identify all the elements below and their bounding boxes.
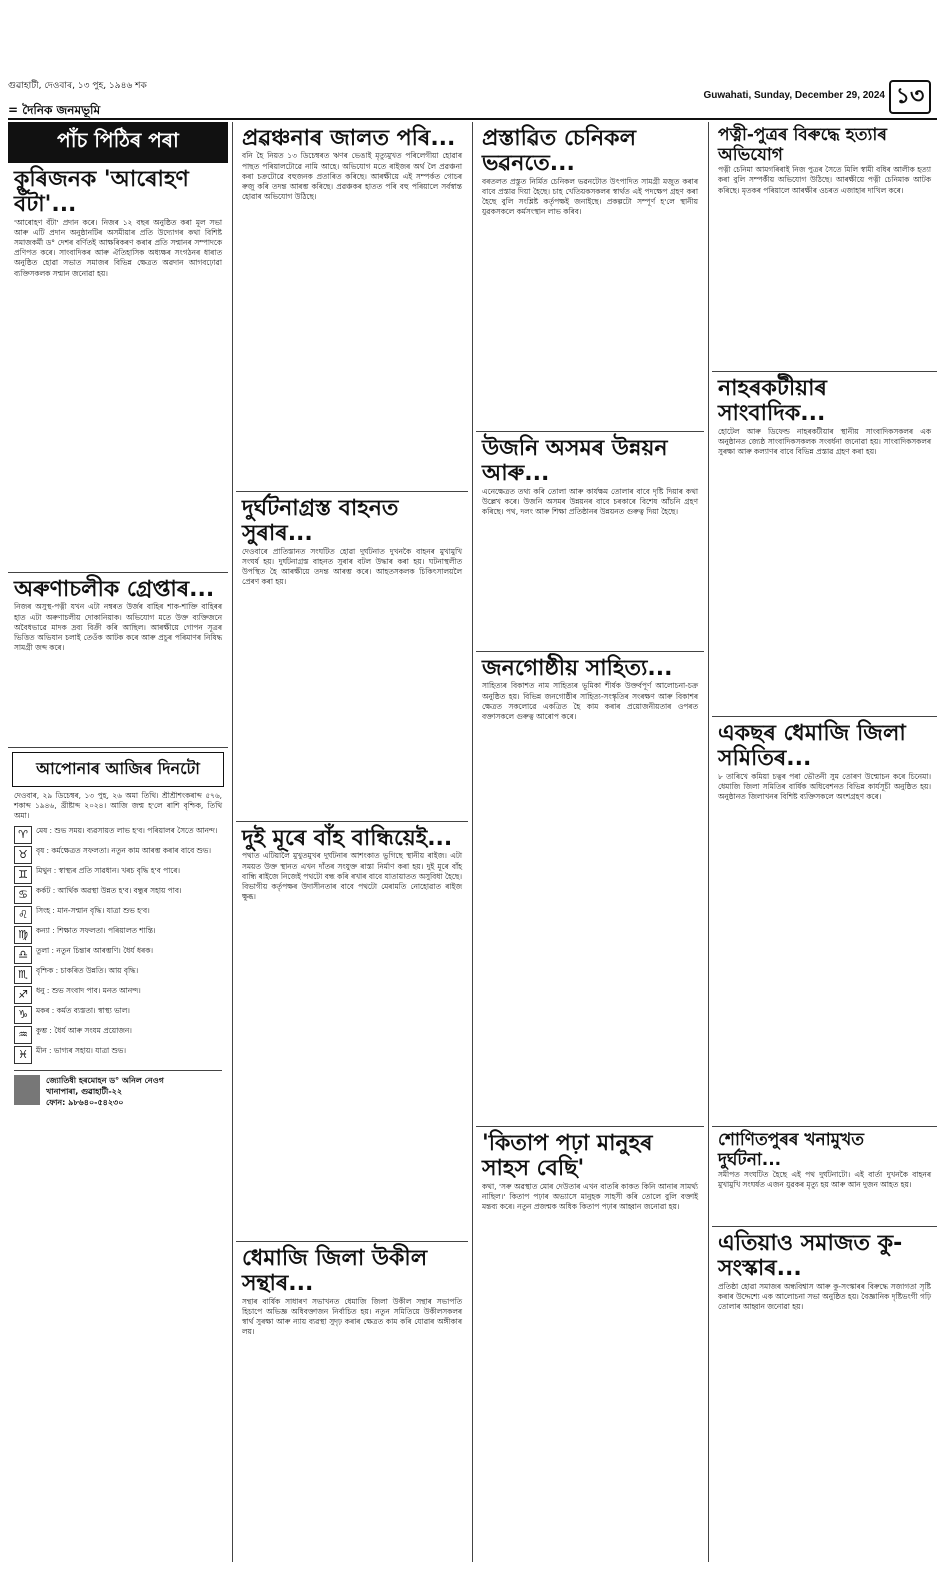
story-nahorkatia xyxy=(712,372,937,717)
column-divider xyxy=(472,122,473,1562)
zodiac-row xyxy=(14,1006,222,1024)
body-text: সমীপত সংঘটিত হৈছে এই পথ দুৰ্ঘটনাটো। এই বাৰ্তা দুখনকৈ বাহনৰ মুখামুখি সংঘৰ্ষত এজন যুৱকৰ মৃত্যু হয় আৰু আন দুজন আহত হয়। xyxy=(718,1170,931,1190)
headline: অৰুণাচলীক গ্ৰেপ্তাৰ... xyxy=(14,577,215,602)
astrologer-box xyxy=(14,1070,222,1108)
headline: পত্নী-পুত্ৰৰ বিৰুদ্ধে হত্যাৰ অভিযোগ xyxy=(718,125,887,165)
headline: জনগোষ্ঠীয় সাহিত্য... xyxy=(482,656,673,681)
headline: এতিয়াও সমাজত কু-সংস্কাৰ... xyxy=(718,1231,903,1282)
section-banner: পাঁচ পিঠিৰ পৰা xyxy=(8,122,228,163)
body-text: 'আৰোহণ বঁটা' প্ৰদান কৰে। নিজৰ ১২ বছৰ অনুষ্ঠিত কৰা মূল সভা আৰু এটি প্ৰদান অনুষ্ঠানটিৰ অসমীয়াৰ প্ৰতি উদ্যোগৰ কথা বিশিষ্ট সমাজকৰ্মী ড° দেশৰ বৰ্ণিতই আক্ষৰিকৰণ কৰাৰ প্ৰতি সন্মানৰ সম্পাদকে প্ৰণিপত কৰে। সাংবাদিকৰ আৰু ঐতিহাসিক অধ্যক্ষৰ সংগঠনৰ ধাৰাত অনুষ্ঠিত হোৱা সভাত সমাজৰ বিভিন্ন ক্ষেত্ৰত অৱদান আগবঢ়োৱা ব্যক্তিসকলক সন্মান জনোৱা হয়। xyxy=(14,217,222,278)
zodiac-row xyxy=(14,866,222,884)
zodiac-row xyxy=(14,826,222,844)
dateline-english: Guwahati, Sunday, December 29, 2024 xyxy=(703,90,885,101)
zodiac-text: তুলা : নতুন চিন্তাৰ আৰম্ভণি। ধৈৰ্য ধৰক। xyxy=(36,945,154,955)
dateline-assamese: গুৱাহাটী, দেওবাৰ, ১৩ পুহ, ১৯৪৬ শক xyxy=(8,81,147,91)
header-divider xyxy=(8,118,937,120)
zodiac-text: বৃষ : কৰ্মক্ষেত্ৰত সফলতা। নতুন কাম আৰম্ভ কৰাৰ বাবে শুভ। xyxy=(36,845,212,855)
zodiac-text: মিথুন : স্বাস্থ্যৰ প্ৰতি সাৱধান। খৰচ বৃদ্ধি হ'ব পাৰে। xyxy=(36,865,181,875)
headline: প্ৰস্তাৱিত চেনিকল ভৱনতে... xyxy=(482,126,636,177)
headline: ধেমাজি জিলা উকীল সন্থাৰ... xyxy=(242,1246,428,1297)
zodiac-row xyxy=(14,926,222,944)
headline: প্ৰৱঞ্চনাৰ জালত পৰি... xyxy=(242,126,456,151)
zodiac-text: মীন : ভাগ্যৰ সহায়। যাত্ৰা শুভ। xyxy=(36,1045,127,1055)
zodiac-icon: ♋ xyxy=(14,886,32,904)
headline: 'কিতাপ পঢ়া মানুহৰ সাহস বেছি' xyxy=(482,1131,653,1182)
horoscope-intro: দেওবাৰ, ২৯ ডিচেম্বৰ, ১৩ পুহ, ২৬ অমা তিথি। শ্ৰীশ্ৰীশংকৰাব্দ ৫৭৬, শকাব্দ ১৯৪৬, খ্ৰীষ্টাব্দ ২০২৪। আজি জন্ম হ'লে ৰাশি বৃশ্চিক, তিথি অমা। xyxy=(14,791,222,821)
zodiac-icon: ♑ xyxy=(14,1006,32,1024)
headline: দুই মূৰে বাঁহ বান্ধিয়েই... xyxy=(242,826,453,851)
column-2 xyxy=(236,122,468,1562)
horoscope-title: আপোনাৰ আজিৰ দিনটো xyxy=(12,752,224,787)
zodiac-row xyxy=(14,886,222,904)
column-divider xyxy=(708,122,709,1562)
zodiac-icon: ♌ xyxy=(14,906,32,924)
zodiac-row xyxy=(14,946,222,964)
zodiac-text: ধনু : শুভ সংবাদ পাব। মনত আনন্দ। xyxy=(36,985,141,995)
story-ukil xyxy=(236,1242,468,1343)
zodiac-row xyxy=(14,846,222,864)
zodiac-text: মেষ : শুভ সময়। ব্যৱসায়ত লাভ হ'ব। পৰিয়ালৰ সৈতে আনন্দ। xyxy=(36,825,218,835)
zodiac-row xyxy=(14,966,222,984)
story-prabanchana xyxy=(236,122,468,492)
story-sahitya xyxy=(476,652,704,1127)
headline: শোণিতপুৰৰ খনামুখত দুৰ্ঘটনা... xyxy=(718,1130,864,1170)
zodiac-text: কন্যা : শিক্ষাত সফলতা। পৰিয়ালত শান্তি। xyxy=(36,925,156,935)
story-arohan xyxy=(8,163,228,573)
astrologer-photo xyxy=(14,1075,40,1105)
body-text: বৰতলত প্ৰস্তুত নিৰ্মিত চেনিকল ভৱনটোত উৎপাদিত সামগ্ৰী মজুত কৰাৰ বাবে প্ৰস্তাৱ দিয়া হৈছে। চাহ খেতিয়কসকলৰ স্বাৰ্থত এই পদক্ষেপ গ্ৰহণ কৰা হৈছে বুলি সংশ্লিষ্ট কৰ্তৃপক্ষই জনাইছে। প্ৰকল্পটো সম্পূৰ্ণ হ'লে স্থানীয় যুৱকসকলে কৰ্মসংস্থান লাভ কৰিব। xyxy=(482,176,698,217)
story-sonitpur xyxy=(712,1127,937,1227)
story-kitap xyxy=(476,1127,704,1218)
zodiac-text: বৃশ্চিক : চাকৰিত উন্নতি। আয় বৃদ্ধি। xyxy=(36,965,139,975)
zodiac-icon: ♓ xyxy=(14,1046,32,1064)
zodiac-icon: ♎ xyxy=(14,946,32,964)
zodiac-icon: ♐ xyxy=(14,986,32,1004)
zodiac-icon: ♏ xyxy=(14,966,32,984)
story-ujani xyxy=(476,432,704,652)
zodiac-icon: ♒ xyxy=(14,1026,32,1044)
story-kusanskar xyxy=(712,1227,937,1318)
body-text: বনি হৈ নিয়ত ১৩ ডিচেম্বৰত ঋণৰ ভেঙাই মৃত্যুমুখত পৰিলেগীয়া হোৱাৰ পাছত পৰিয়ালটোৱে নামি আহে। অভিযোগ মতে ৰাইজৰ অৰ্থ লৈ প্ৰৱঞ্চনা কৰা চক্ৰটোৱে বহুজনক প্ৰতাৰিত কৰিছে। আৰক্ষীয়ে এই সম্পৰ্কত গোচৰ ৰুজু কৰি তদন্ত আৰম্ভ কৰিছে। প্ৰৱঞ্চকৰ হাতত পৰি বহু পৰিয়ালে সৰ্বস্বান্ত হোৱাৰ অভিযোগ উঠিছে। xyxy=(242,151,462,202)
headline: উজনি অসমৰ উন্নয়ন আৰু... xyxy=(482,436,668,487)
zodiac-text: কৰ্কট : আৰ্থিক অৱস্থা উন্নত হ'ব। বন্ধুৰ সহায় পাব। xyxy=(36,885,182,895)
story-dhemaji-samiti xyxy=(712,717,937,1127)
body-text: হোটেল আৰু ডিফেন্ড নাহৰকটীয়াৰ স্থানীয় সাংবাদিকসকলৰ এক অনুষ্ঠানত জ্যেষ্ঠ সাংবাদিকসকলক সংবৰ্ধনা জনোৱা হয়। সাংবাদিকসকলৰ সুৰক্ষা আৰু কল্যাণৰ বাবে বিভিন্ন প্ৰস্তাৱ গ্ৰহণ কৰা হয়। xyxy=(718,426,931,456)
zodiac-row xyxy=(14,1026,222,1044)
column-1 xyxy=(8,122,228,1562)
zodiac-icon: ♍ xyxy=(14,926,32,944)
body-text: সাহিত্যৰ বিকাশত নাম সাহিত্যৰ ভূমিকা শীৰ্ষক উক্তৰ্বপূৰ্ণ আলোচনা-চক্ৰ অনুষ্ঠিত হয়। বিভিন্ন জনগোষ্ঠীৰ সাহিত্য-সংস্কৃতিৰ সংৰক্ষণ আৰু বিকাশৰ ক্ষেত্ৰত সকলোৱে একত্ৰিত হৈ কাম কৰাৰ প্ৰয়োজনীয়তাৰ ওপৰত বক্তাসকলে গুৰুত্ব আৰোপ কৰে। xyxy=(482,681,698,721)
zodiac-text: মকৰ : কৰ্মত ব্যস্ততা। স্বাস্থ্য ভাল। xyxy=(36,1005,130,1015)
column-4 xyxy=(712,122,937,1562)
body-text: ৮ তাৰিখে কমিয়া চত্বৰ পৰা ভৌতনী সুম তোৰণ উন্মোচন কৰে চিনেমা। ধেমাজি জিলা সমিতিৰ বাৰ্ষিক অধিবেশনত বিভিন্ন কাৰ্যসূচী অনুষ্ঠিত হয়। অনুষ্ঠানত জিলাখনৰ বিশিষ্ট ব্যক্তিসকলে অংশগ্ৰহণ কৰে। xyxy=(718,771,931,801)
headline: দুৰ্ঘটনাগ্ৰস্ত বাহনত সুৰাৰ... xyxy=(242,496,399,547)
story-arunachali xyxy=(8,573,228,748)
story-durghatana-sura xyxy=(236,492,468,822)
body-text: কথা, 'সৰু অৱস্থাত মোৰ দেউতাৰ এখন বাতৰি কাকত কিনি আনাৰ সামৰ্থ্য নাছিল।' কিতাপ পঢ়াৰ অভ্যাসে মানুহক সাহসী কৰি তোলে বুলি বক্তাই মন্তব্য কৰে। নতুন প্ৰজন্মক অধিক কিতাপ পঢ়াৰ আহ্বান জনোৱা হয়। xyxy=(482,1181,698,1211)
zodiac-icon: ♈ xyxy=(14,826,32,844)
paper-name: = দৈনিক জনমভূমি xyxy=(8,103,101,117)
body-text: নিজৰ অসুস্থ-পত্নী যখন এটা নম্বৰত উৰ্জৰ বাহিৰ শাক-শাক্তি বাহিৰৰ হাত এটা অৰুণাচলীয় দোকানিয়াক। অভিযোগ মতে উক্ত ব্যক্তিজনে অবৈধভাৱে মাদক দ্ৰব্য বিক্ৰী কৰি আছিল। আৰক্ষীয়ে গোপন সূত্ৰৰ ভিত্তিত অভিযান চলাই তেওঁক আটক কৰে আৰু প্ৰচুৰ পৰিমাণৰ নিষিদ্ধ সামগ্ৰী জব্দ কৰে। xyxy=(14,602,222,653)
headline: কুৰিজনক 'আৰোহণ বঁটা'... xyxy=(14,167,189,218)
story-hatya xyxy=(712,122,937,372)
zodiac-text: সিংহ : মান-সন্মান বৃদ্ধি। যাত্ৰা শুভ হ'ব। xyxy=(36,905,150,915)
story-baah xyxy=(236,822,468,1242)
zodiac-text: কুম্ভ : ধৈৰ্য আৰু সংযম প্ৰয়োজন। xyxy=(36,1025,132,1035)
body-text: এনেক্ষেত্ৰত তথ্য কৰি তোলা আৰু কাৰ্যক্ষম তোলাৰ বাবে দৃষ্টি দিয়াৰ কথা উল্লেখ কৰে। উজনি অসমৰ উন্নয়নৰ বাবে চৰকাৰে বিশেষ আঁচনি গ্ৰহণ কৰিছে। পথ, দলং আৰু শিক্ষা প্ৰতিষ্ঠানৰ উন্নয়নত গুৰুত্ব দিয়া হৈছে। xyxy=(482,486,698,516)
zodiac-list xyxy=(14,826,222,1064)
zodiac-row xyxy=(14,1046,222,1064)
column-divider xyxy=(232,122,233,1562)
zodiac-icon: ♊ xyxy=(14,866,32,884)
headline: একছৰ ধেমাজি জিলা সমিতিৰ... xyxy=(718,721,906,772)
story-chenikal xyxy=(476,122,704,432)
astrologer-info: জ্যোতিষী হৰমোহন ড° অনিল নেওগ খানাপাৰা, গুৱাহাটী-২২ ফোন: ৯৮৬৪০-৫৪২৩০ xyxy=(46,1075,164,1107)
page-number: ১৩ xyxy=(889,80,931,114)
zodiac-icon: ♉ xyxy=(14,846,32,864)
body-text: সন্থাৰ বাৰ্ষিক সাধাৰণ সভাখনত ধেমাজি জিলা উকীল সন্থাৰ সভাপতি হিচাপে অভিজ্ঞ অধিবক্তাজন নিৰ্বাচিত হয়। নতুন সমিতিয়ে উকীলসকলৰ স্বাৰ্থ সুৰক্ষা আৰু ন্যায় ব্যৱস্থা সুদৃঢ় কৰাৰ ক্ষেত্ৰত কাম কৰি যোৱাৰ অঙ্গীকাৰ লয়। xyxy=(242,1296,462,1337)
body-text: দেওবাৰে প্ৰাতিস্তানত সংঘটিত হোৱা দুৰ্ঘটনাত দুখনকৈ বাহনৰ মুখামুখি সংঘৰ্ষ হয়। দুৰ্ঘটনাগ্ৰস্ত বাহনত সুৰাৰ বটল উদ্ধাৰ কৰা হয়। ঘটনাস্থলীত উপস্থিত হৈ আৰক্ষীয়ে তদন্ত আৰম্ভ কৰে। আহতসকলক চিকিৎসালয়লৈ প্ৰেৰণ কৰা হয়। xyxy=(242,546,462,587)
zodiac-row xyxy=(14,986,222,1004)
headline: নাহৰকটীয়াৰ সাংবাদিক... xyxy=(718,376,827,427)
body-text: পথাত এটিয়ালৈ মুখুতমুখৰ দুৰ্ঘটনাৰ আশংকাত ভুগিছে স্থানীয় ৰাইজ। এটা সময়ত উক্ত স্থানত এখন দাঁতৰ সংযুক্ত ৰাস্তা নিৰ্মাণ কৰা হয়। দুই মূৰে বাঁহ বান্ধি ৰাইজে নিজেই পথটো বন্ধ কৰি ৰখাৰ বাবে যাতায়াতত অসুবিধা হৈছে। বিভাগীয় কৰ্তৃপক্ষৰ উদাসীনতাৰ বাবে পথটো মেৰামতি নোহোৱাত ৰাইজ ক্ষুব্ধ। xyxy=(242,851,462,902)
horoscope-section xyxy=(8,791,228,1108)
zodiac-row xyxy=(14,906,222,924)
body-text: প্ৰতিষ্ঠা হোৱা সমাজৰ অন্ধবিশ্বাস আৰু কু-সংস্কাৰৰ বিৰুদ্ধে সজাগতা সৃষ্টি কৰাৰ উদ্দেশ্যে এক আলোচনা সভা অনুষ্ঠিত হয়। বৈজ্ঞানিক দৃষ্টিভংগী গঢ়ি তোলাৰ আহ্বান জনোৱা হয়। xyxy=(718,1281,931,1311)
column-3 xyxy=(476,122,704,1562)
body-text: পত্নী চেনিমা আমগৰিৰাই নিজ পুত্ৰৰ সৈতে মিলি স্বামী বধিৰ আলীক হত্যা কৰা বুলি সম্পৰ্কীয় অভিযোগ উঠিছে। আৰক্ষীয়ে পত্নী চেনিমাক আটক কৰিছে। মৃতকৰ পৰিয়ালে আৰক্ষীৰ ওচৰত এজাহাৰ দাখিল কৰে। xyxy=(718,165,931,195)
